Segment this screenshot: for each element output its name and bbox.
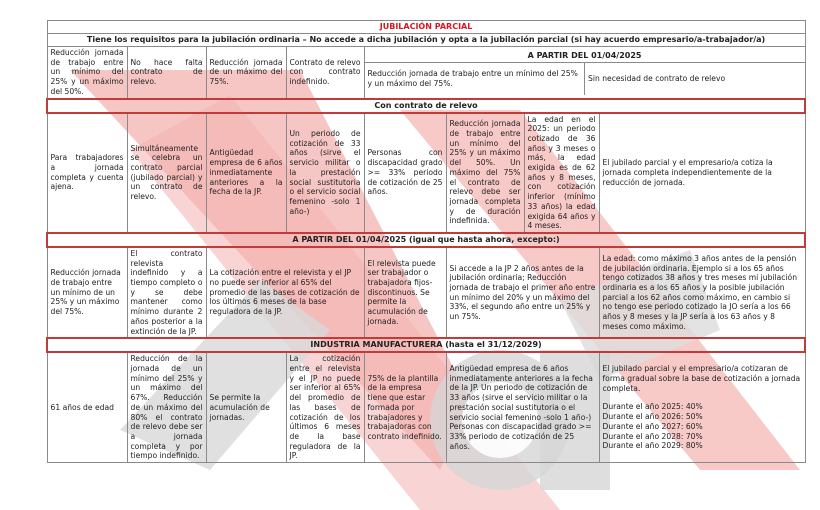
row1-max75-cell: Reducción jornada de un máximo del 75%. (206, 47, 286, 99)
row1-inner-table (365, 50, 805, 95)
row2-age-cell: La edad en el 2025: un periodo cotizado de 36 años y 3 meses o más, la edad exigida es de 62 años y 8 meses, con cotización inferior (mínimo 33 años) la edad exigida 64 años y 4 meses. (524, 113, 599, 233)
row3-relevista-cell: El contrato relevista indefinido y a tiempo completo o y se debe mantener como mínimo durante 2 años posterior a la extinción de la JP. (127, 247, 206, 338)
row2-seniority-cell: Antigüedad empresa de 6 años inmediatamente anteriores a la fecha de la JP. (206, 113, 286, 233)
header-row: Tiene los requisitos para la jubilación ordinaria – No accede a dicha jubilación y opta a la jubilación parcial (si hay acuerdo empresario/a-trabajador/a) (47, 34, 805, 47)
row4-gradual-cell (599, 352, 805, 462)
row4-reduction-cell: Reducción de la jornada de un mínimo del 25% y un máximo del 67%. Reducción de un máximo del 80% el contrato de relevo debe ser a jornada completa y por tiempo indefinido. (127, 352, 206, 462)
pension-table (46, 20, 804, 463)
row4-staff-cell: 75% de la plantilla de la empresa tiene que estar formada por trabajadores y trabajadoras con contrato indefinido. (364, 352, 446, 462)
row2-reduction-cell: Reducción jornada de trabajo entre un mínimo del 25% y un máximo del 50%. Un máximo del 75% el contrato de relevo debe ser jornada completa y de duración indefinida. (446, 113, 524, 233)
year-2026: Durante el año 2026: 50% (602, 412, 703, 422)
row2-contribution-cell: Un periodo de cotización de 33 años (sirve el servicio militar o la prestación social sustitutoria o el servicio social femenino -solo 1 año-) (286, 113, 364, 233)
row2-contribution-full-cell: El jubilado parcial y el empresario/a cotiza la jornada completa independientemente de la reducción de jornada. (599, 113, 805, 233)
row2-workers-cell: Para trabajadores a jornada completa y cuenta ajena. (47, 113, 127, 233)
row2-disability-cell: Personas con discapacidad grado >= 33% periodo de cotización de 25 años. (364, 113, 446, 233)
row4-contribution-cell: La cotización entre el relevista y el JP no puede ser inferior al 65% del promedio de las bases de cotización de los últimos 6 meses de la base reguladora de la JP. (286, 352, 364, 462)
row4-seniority-cell: Antigüedad empresa de 6 años inmediatamente anteriores a la fecha de la JP. Un periodo de cotización de 33 años (sirve el servicio militar o la prestación social sustitutoria o el servicio social femenino -solo 1 año-) Personas con discapacidad grado >= 33% periodo de cotización de 25 años. (446, 352, 599, 462)
row1-from-2025-group (364, 47, 805, 99)
row1-reduction-2025-cell: Reducción jornada de trabajo entre un mínimo del 25% y un máximo del 75%. (365, 62, 585, 95)
row1-relevo-cell: Contrato de relevo con contrato indefinido. (286, 47, 364, 99)
section-from-2025-except: A PARTIR DEL 01/04/2025 (igual que hasta ahora, excepto:) (47, 233, 805, 247)
row4-gradual-text: El jubilado parcial y el empresario/a cotizaran de forma gradual sobre la base de cotización a jornada completa. (602, 364, 801, 393)
section-with-relevo: Con contrato de relevo (47, 99, 805, 113)
row3-access-cell: Si accede a la JP 2 años antes de la jubilación ordinaria; Reducción jornada de trabajo el primer año entre un mínimo del 20% y un máximo del 33%, el segundo año entre un 25% y un 75%. (446, 247, 599, 338)
document-title: JUBILACIÓN PARCIAL (47, 21, 805, 34)
row4-accumulation-cell: Se permite la acumulación de jornadas. (206, 352, 286, 462)
row3-contribution-cell: La cotización entre el relevista y el JP no puede ser inferior al 65% del promedio de las bases de cotización de los últimos 6 meses de la base reguladora de la JP. (206, 247, 364, 338)
row3-reduction-cell: Reducción jornada de trabajo entre un mínimo de un 25% y un máximo del 75%. (47, 247, 127, 338)
row3-age-cell: La edad: como máximo 3 años antes de la pensión de jubilación ordinaria. Ejemplo si a los 65 años tengo cotizados 38 años y tres meses mi jubilación ordinaria es a los 65 años y la posible jubilación parcial a los 62 años como máximo, en cambio si no tengo ese periodo cotizado la JO sería a los 66 años y 8 meses y la JP sería a los 63 años y 8 meses como máximo. (599, 247, 805, 338)
section-from-2025: A PARTIR DEL 01/04/2025 (365, 50, 805, 63)
row1-no-relevo-cell: No hace falta contrato de relevo. (127, 47, 206, 99)
year-2029: Durante el año 2029: 80% (602, 441, 703, 451)
year-2027: Durante el año 2027: 60% (602, 421, 703, 431)
row1-reduction-cell: Reducción jornada de trabajo entre un mínimo del 25% y un máximo del 50%. (47, 47, 127, 99)
row1-no-relevo-2025-cell: Sin necesidad de contrato de relevo (588, 73, 726, 83)
row2-simultaneous-cell: Simultáneamente se celebra un contrato parcial (jubilado parcial) y un contrato de relevo. (127, 113, 206, 233)
row3-fijos-cell: El relevista puede ser trabajador o trabajadora fijos-discontinuos. Se permite la acumulación de jornada. (364, 247, 446, 338)
section-industry: INDUSTRIA MANUFACTURERA (hasta el 31/12/2029) (47, 338, 805, 352)
row4-age-cell: 61 años de edad (47, 352, 127, 462)
year-2025: Durante el año 2025: 40% (602, 402, 703, 412)
year-2028: Durante el año 2028: 70% (602, 431, 703, 441)
